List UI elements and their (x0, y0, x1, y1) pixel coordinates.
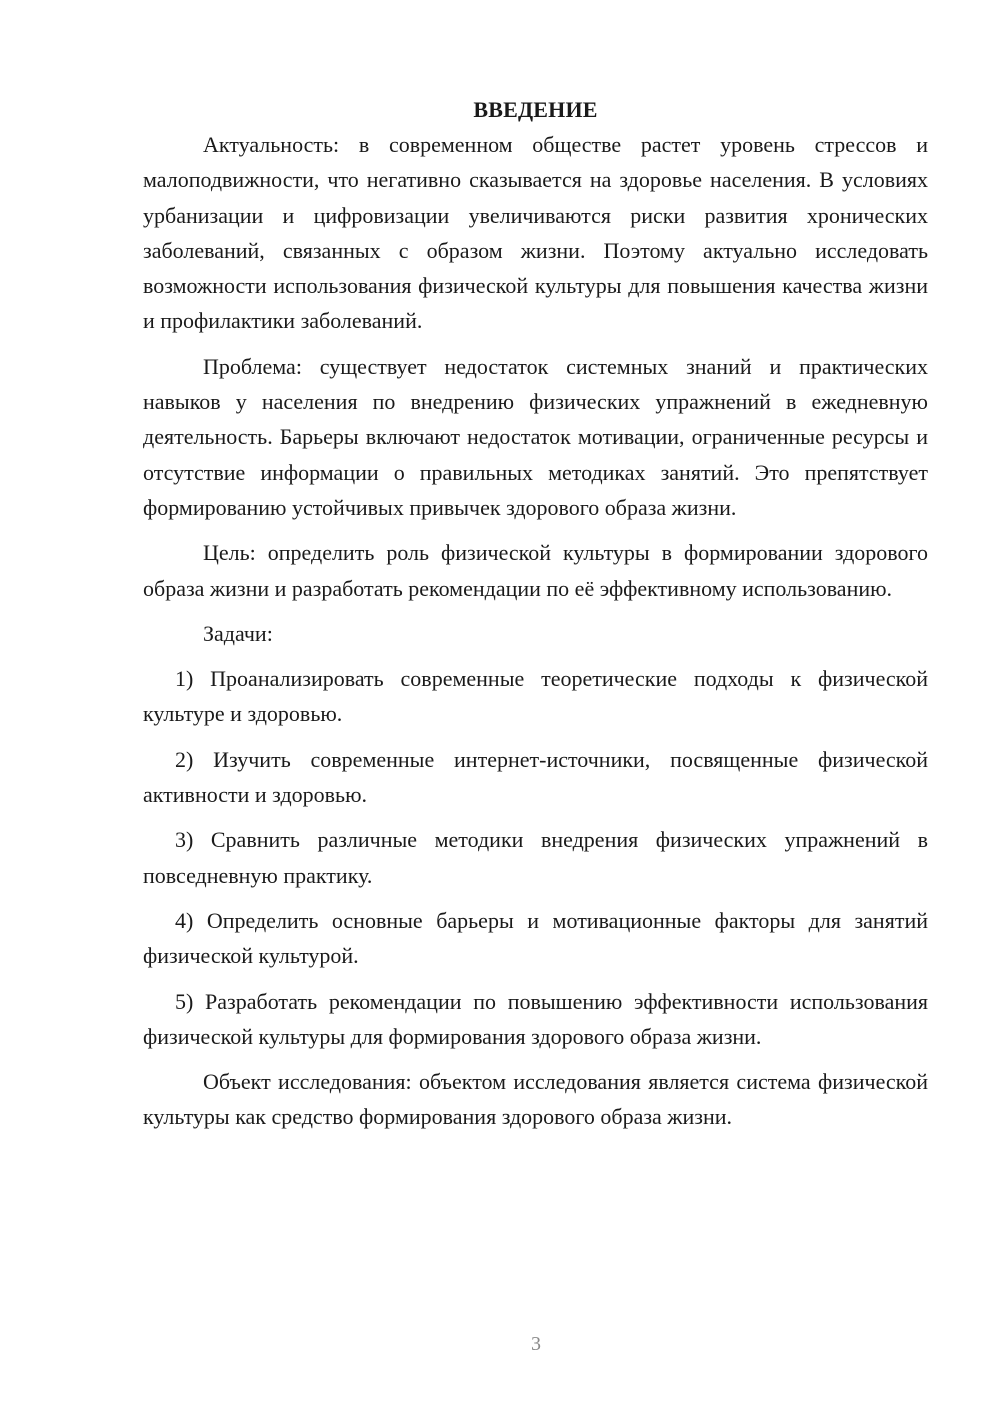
tasks-heading: Задачи: (203, 620, 273, 646)
page-number: 3 (531, 1333, 541, 1355)
section-title: ВВЕДЕНИЕ (473, 97, 598, 122)
task-item: 4) Определить основные барьеры и мотивационные факторы для занятий физической культурой. (143, 907, 928, 969)
task-item: 1) Проанализировать современные теоретические подходы к физической культуре и здоровью. (143, 666, 928, 727)
paragraph-relevance: Актуальность: в современном обществе растет уровень стрессов и малоподвижности, что негативно сказывается на здоровье населения. В условиях урбанизации и цифровизации увеличиваются риски развития хронических заболеваний, связанных с образом жизни. Поэтому актуально исследовать возможности использования физической культуры для повышения качества жизни и профилактики заболеваний. (143, 132, 928, 334)
task-item: 2) Изучить современные интернет-источники, посвященные физической активности и здоровью. (143, 746, 928, 808)
task-item: 3) Сравнить различные методики внедрения физических упражнений в повседневную практику. (143, 827, 928, 888)
paragraph-problem: Проблема: существует недостаток системных знаний и практических навыков у населения по внедрению физических упражнений в ежедневную деятельность. Барьеры включают недостаток мотивации, ограниченные ресурсы и отсутствие информации о правильных методиках занятий. Это препятствует формированию устойчивых привычек здорового образа жизни. (143, 353, 928, 520)
paragraph-object: Объект исследования: объектом исследования является система физической культуры как средство формирования здорового образа жизни. (143, 1069, 928, 1130)
paragraph-goal: Цель: определить роль физической культуры в формировании здорового образа жизни и разработать рекомендации по её эффективному использованию. (143, 540, 928, 601)
document-page (143, 92, 928, 1135)
task-item: 5) Разработать рекомендации по повышению эффективности использования физической культуры для формирования здорового образа жизни. (143, 988, 928, 1049)
